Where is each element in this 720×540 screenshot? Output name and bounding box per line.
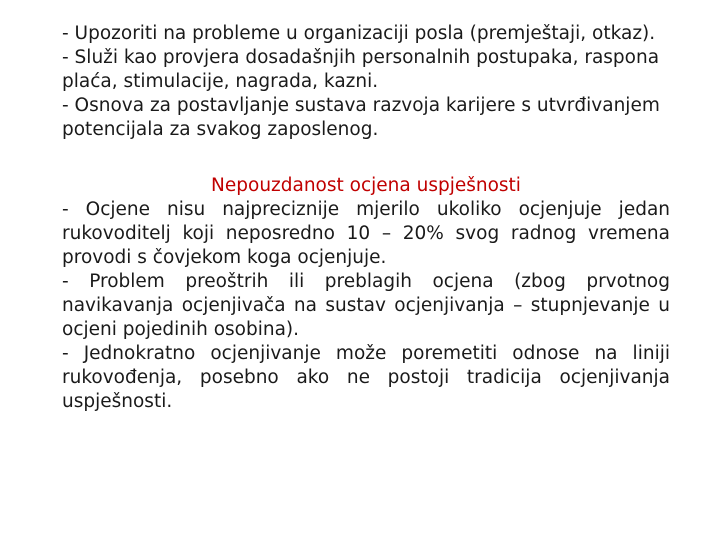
paragraph-career-development: - Osnova za postavljanje sustava razvoja karijere s utvrđivanjem potencijala za svakog zaposlenog. [62,95,660,140]
paragraph-personnel-check: - Služi kao provjera dosadašnjih personalnih postupaka, raspona plaća, stimulacije, nagrada, kazni. [62,47,660,92]
paragraph-one-time-rating: - Jednokratno ocjenjivanje može poremetiti odnose na liniji rukovođenja, posebno ako ne postoji tradicija ocjenjivanja uspješnosti. [62,343,670,412]
section-spacer [62,142,670,174]
section-heading: Nepouzdanost ocjena uspješnosti [211,175,521,196]
slide-content [62,22,670,414]
paragraph-precision: - Ocjene nisu najpreciznije mjerilo ukoliko ocjenjuje jedan rukovoditelj koji neposredno 10 – 20% svog radnog vremena provodi s čovjekom koga ocjenjuje. [62,199,670,268]
paragraph-reassignment: - Upozoriti na probleme u organizaciji posla (premještaji, otkaz). [62,23,656,44]
paragraph-strict-lenient: - Problem preoštrih ili preblagih ocjena (zbog prvotnog navikavanja ocjenjivača na sustav ocjenjivanja – stupnjevanje u ocjeni pojedinih osobina). [62,271,670,340]
